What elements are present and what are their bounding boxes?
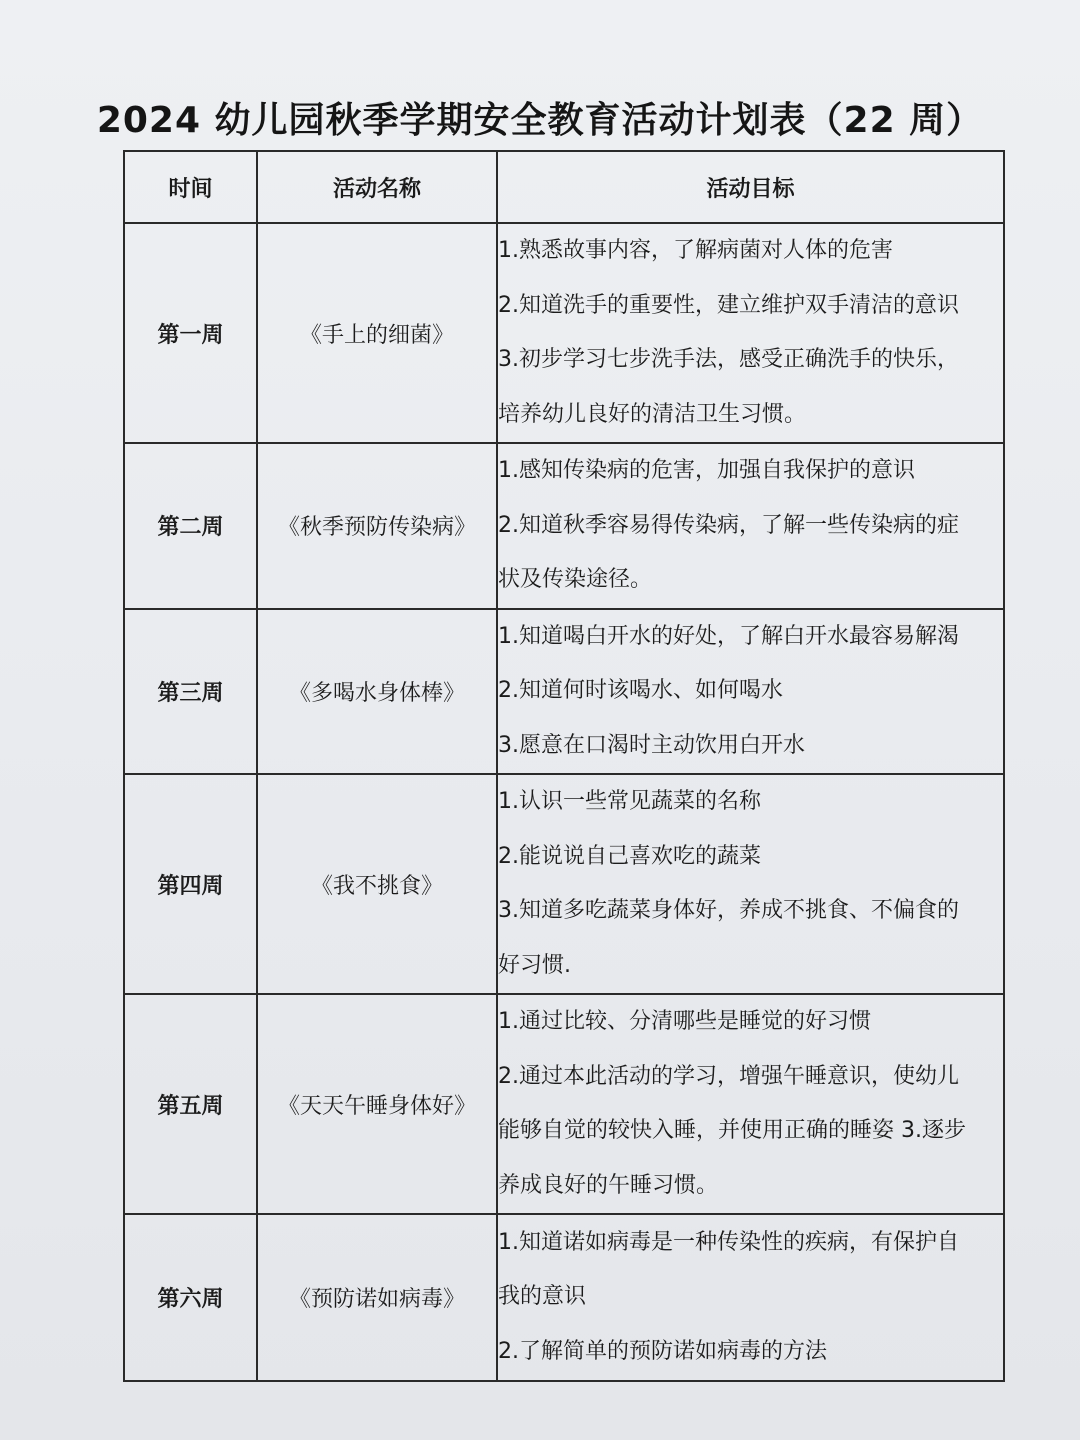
goal-line: 3.初步学习七步洗手法，感受正确洗手的快乐， [498,347,959,372]
table-row [124,223,1004,443]
activity-goals-cell [497,443,1004,609]
activity-goals-cell [497,774,1004,994]
goal-line: 2.知道何时该喝水、如何喝水 [498,678,783,703]
goal-line: 1.通过比较、分清哪些是睡觉的好习惯 [498,1009,871,1034]
goal-line: 2.了解简单的预防诺如病毒的方法 [498,1338,827,1364]
week-cell: 第一周 [124,223,257,443]
week-cell: 第五周 [124,994,257,1214]
goal-line: 2.能说说自己喜欢吃的蔬菜 [498,843,761,869]
goal-line: 状及传染途径。 [498,567,653,592]
header-time: 时间 [124,151,257,223]
goal-line: 3.知道多吃蔬菜身体好，养成不挑食、不偏食的 [498,898,959,923]
goal-line: 2.知道洗手的重要性，建立维护双手清洁的意识 [498,292,959,318]
goal-line: 培养幼儿良好的清洁卫生习惯。 [498,401,807,427]
table-header-row [124,151,1004,223]
table-row [124,1214,1004,1381]
activity-goals-cell [497,609,1004,775]
document-title: 2024 幼儿园秋季学期安全教育活动计划表（22 周） [96,100,984,141]
goal-line: 能够自觉的较快入睡，并使用正确的睡姿 3.逐步 [498,1118,966,1143]
activity-name-cell: 《预防诺如病毒》 [257,1214,497,1381]
goal-line: 1.熟悉故事内容，了解病菌对人体的危害 [498,238,893,263]
goal-line: 2.通过本此活动的学习，增强午睡意识，使幼儿 [498,1063,959,1089]
goal-line: 养成良好的午睡习惯。 [498,1172,719,1198]
activity-name-cell: 《多喝水身体棒》 [257,609,497,775]
goal-line: 我的意识 [498,1284,587,1310]
week-cell: 第六周 [124,1214,257,1381]
header-activity-goal: 活动目标 [497,151,1004,223]
goal-line: 1.感知传染病的危害，加强自我保护的意识 [498,458,915,483]
goal-line: 1.认识一些常见蔬菜的名称 [498,789,761,814]
week-cell: 第四周 [124,774,257,994]
table-row [124,774,1004,994]
table-row [124,994,1004,1214]
goal-line: 好习惯. [498,952,571,978]
goal-line: 1.知道诺如病毒是一种传染性的疾病，有保护自 [498,1229,959,1255]
table-row [124,609,1004,775]
activity-name-cell: 《秋季预防传染病》 [257,443,497,609]
activity-name-cell: 《我不挑食》 [257,774,497,994]
header-activity-name: 活动名称 [257,151,497,223]
week-cell: 第二周 [124,443,257,609]
table-row [124,443,1004,609]
week-cell: 第三周 [124,609,257,775]
activity-goals-cell [497,994,1004,1214]
activity-plan-table [123,150,1005,1382]
goal-line: 2.知道秋季容易得传染病，了解一些传染病的症 [498,512,959,538]
activity-name-cell: 《天天午睡身体好》 [257,994,497,1214]
goal-line: 1.知道喝白开水的好处，了解白开水最容易解渴 [498,623,959,649]
goal-line: 3.愿意在口渴时主动饮用白开水 [498,732,805,758]
activity-goals-cell [497,223,1004,443]
activity-goals-cell [497,1214,1004,1381]
activity-name-cell: 《手上的细菌》 [257,223,497,443]
